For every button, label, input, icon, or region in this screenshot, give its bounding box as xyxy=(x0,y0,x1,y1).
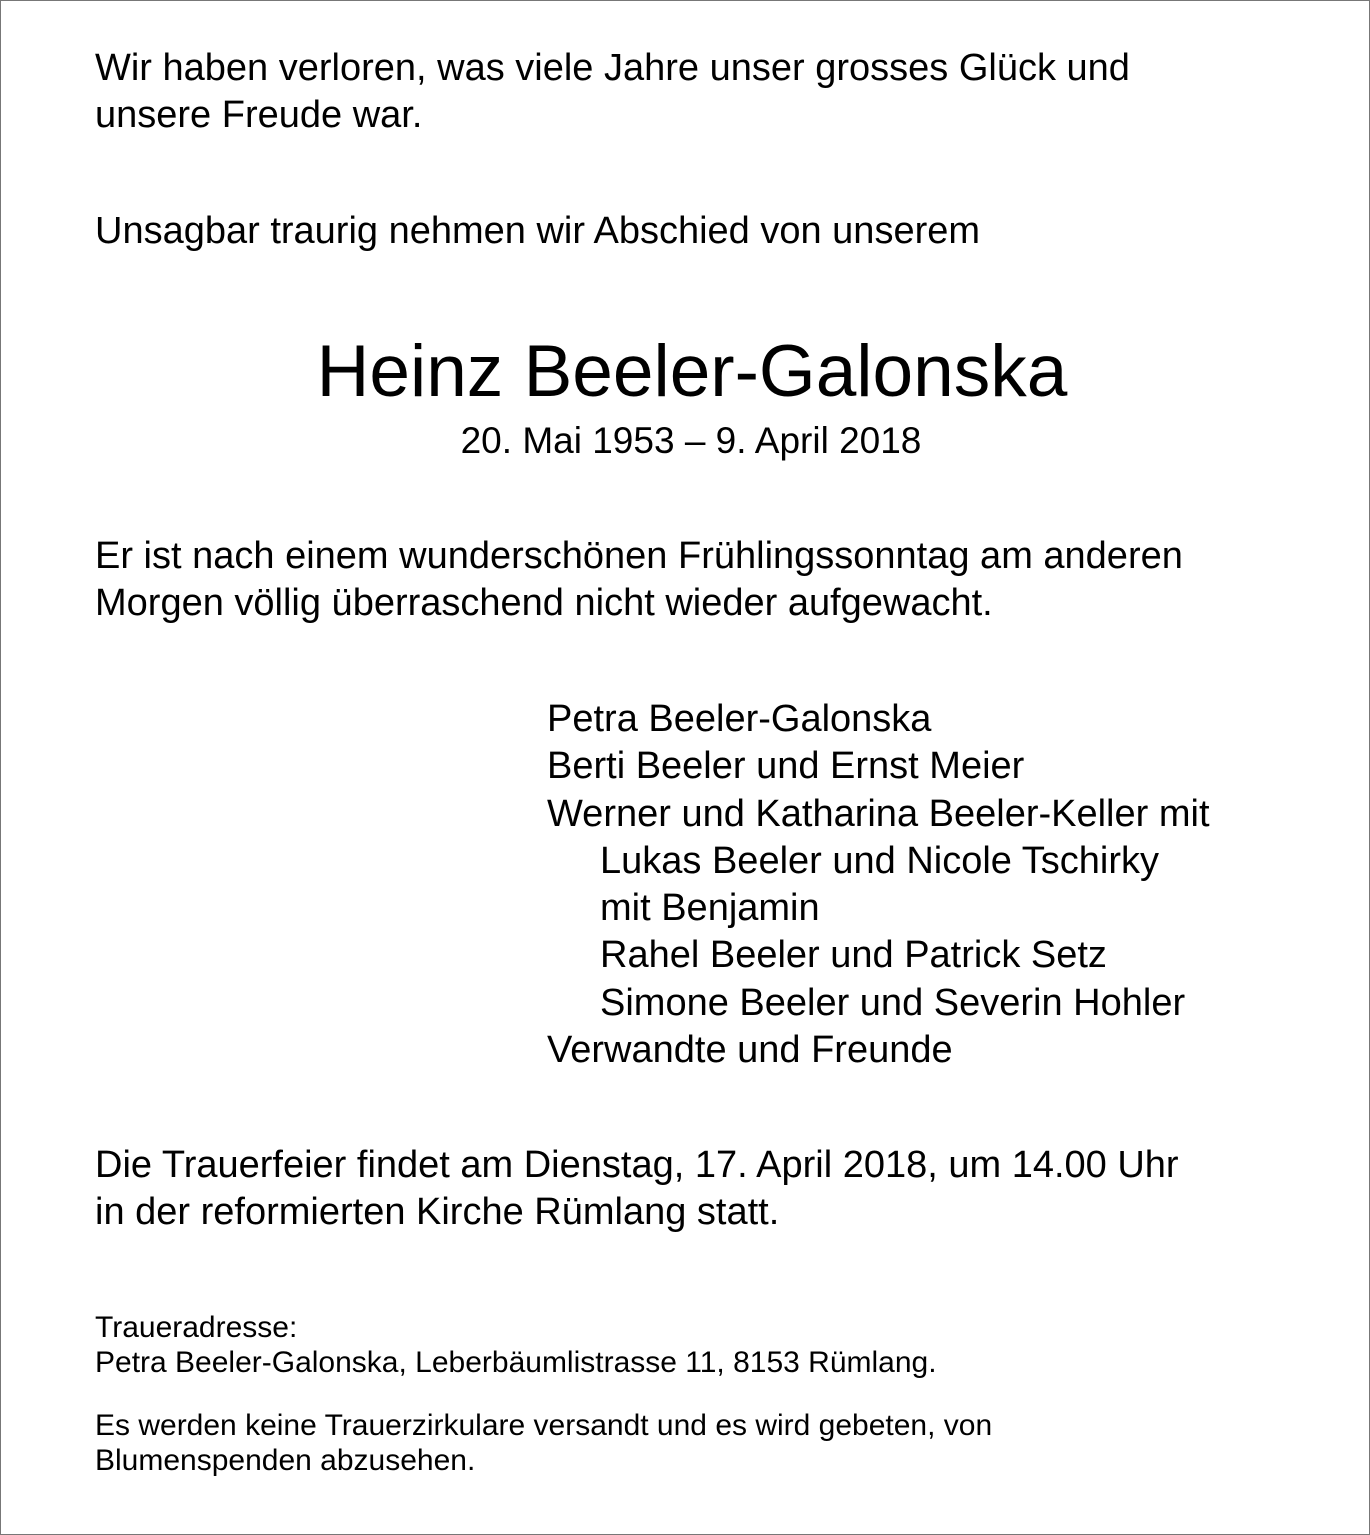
message-line: Morgen völlig überraschend nicht wieder aufgewacht. xyxy=(95,582,993,624)
intro-line: unsere Freude war. xyxy=(95,94,423,136)
message-line: Er ist nach einem wunderschönen Frühlingssonntag am anderen xyxy=(95,535,1183,577)
intro-paragraph xyxy=(95,45,1130,139)
deceased-name: Heinz Beeler-Galonska xyxy=(316,331,1068,412)
leadin-sentence: Unsagbar traurig nehmen wir Abschied von unserem xyxy=(95,210,981,252)
mourner-entry: Berti Beeler und Ernst Meier xyxy=(547,745,1025,788)
ceremony-line: Die Trauerfeier findet am Dienstag, 17. April 2018, um 14.00 Uhr xyxy=(95,1144,1179,1186)
mourner-entry-indented: Simone Beeler und Severin Hohler xyxy=(600,981,1186,1024)
mourner-entry: Verwandte und Freunde xyxy=(547,1029,953,1072)
mourner-entry-indented: Rahel Beeler und Patrick Setz xyxy=(600,934,1107,977)
mourners-list xyxy=(547,696,1210,1074)
message-paragraph xyxy=(95,533,1183,627)
notice-line: Es werden keine Trauerzirkulare versandt und es wird gebeten, von xyxy=(95,1409,993,1442)
address-block xyxy=(95,1310,937,1380)
ceremony-paragraph xyxy=(95,1142,1179,1236)
mourner-entry-indented: mit Benjamin xyxy=(600,887,820,930)
mourner-entry: Werner und Katharina Beeler-Keller mit xyxy=(547,792,1210,835)
mourner-entry-indented: Lukas Beeler und Nicole Tschirky xyxy=(600,839,1160,882)
mourner-entry: Petra Beeler-Galonska xyxy=(547,698,932,740)
address-value: Petra Beeler-Galonska, Leberbäumlistrasse 11, 8153 Rümlang. xyxy=(95,1346,937,1379)
ceremony-line: in der reformierten Kirche Rümlang statt. xyxy=(95,1191,780,1233)
intro-line: Wir haben verloren, was viele Jahre unser grosses Glück und xyxy=(95,47,1130,89)
notice-paragraph xyxy=(95,1408,992,1478)
life-dates: 20. Mai 1953 – 9. April 2018 xyxy=(460,420,922,461)
notice-line: Blumenspenden abzusehen. xyxy=(95,1444,476,1477)
address-label: Traueradresse: xyxy=(95,1311,298,1344)
